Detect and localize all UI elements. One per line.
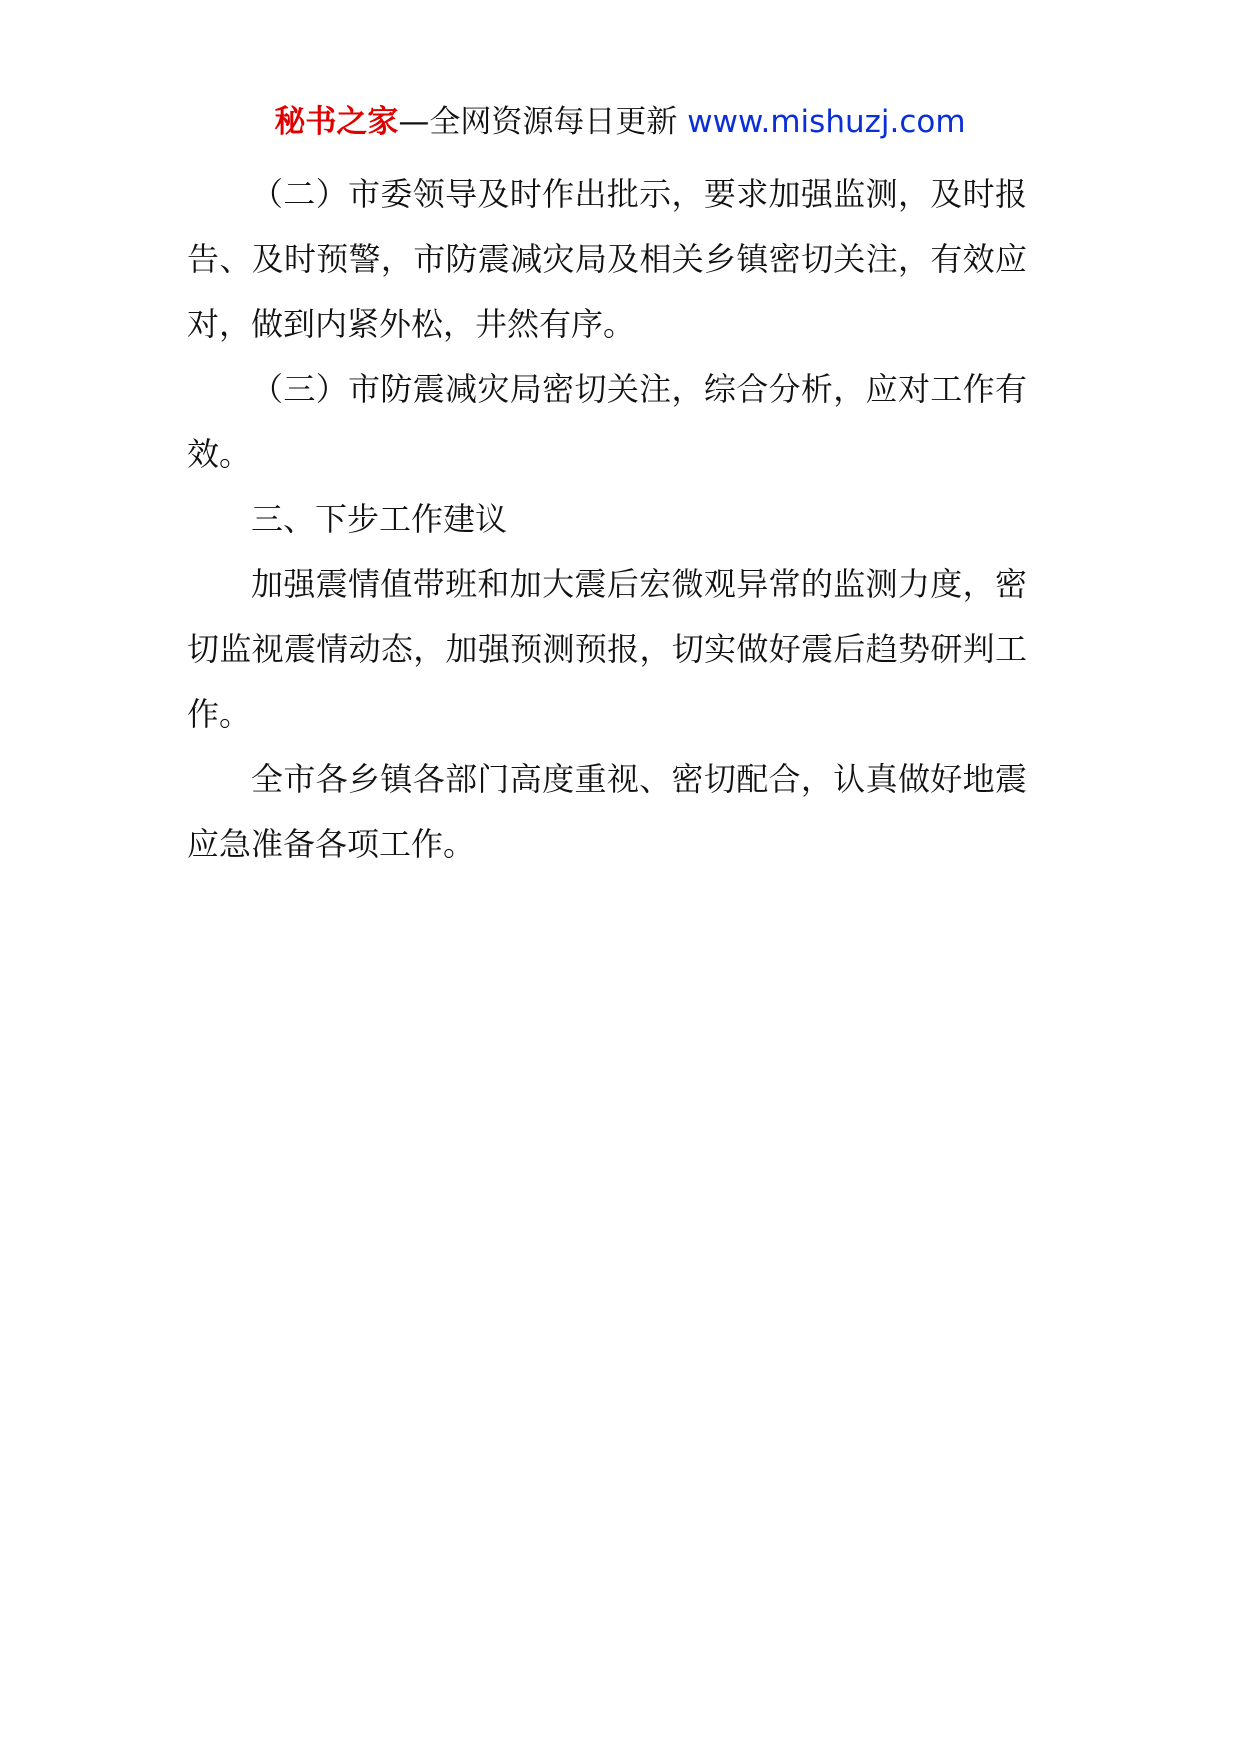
watermark-header xyxy=(0,102,1240,142)
brand-url: www.mishuzj.com xyxy=(687,104,966,140)
section-heading-next-steps: 三、下步工作建议 xyxy=(251,500,508,538)
paragraph-leadership-instructions: （二）市委领导及时作出批示，要求加强监测，及时报告、及时预警，市防震减灾局及相关乡镇密切关注，有效应对，做到内紧外松，井然有序。 xyxy=(187,175,1027,343)
paragraph-bureau-response: （三）市防震减灾局密切关注，综合分析，应对工作有效。 xyxy=(187,370,1027,473)
paragraph-emergency-preparation: 全市各乡镇各部门高度重视、密切配合，认真做好地震应急准备各项工作。 xyxy=(187,760,1027,863)
brand-name: 秘书之家 xyxy=(274,104,399,140)
paragraph-monitoring-suggestion: 加强震情值带班和加大震后宏微观异常的监测力度，密切监视震情动态，加强预测预报，切实做好震后趋势研判工作。 xyxy=(187,565,1027,733)
document-body xyxy=(187,162,1027,877)
brand-tagline: —全网资源每日更新 xyxy=(398,104,678,140)
